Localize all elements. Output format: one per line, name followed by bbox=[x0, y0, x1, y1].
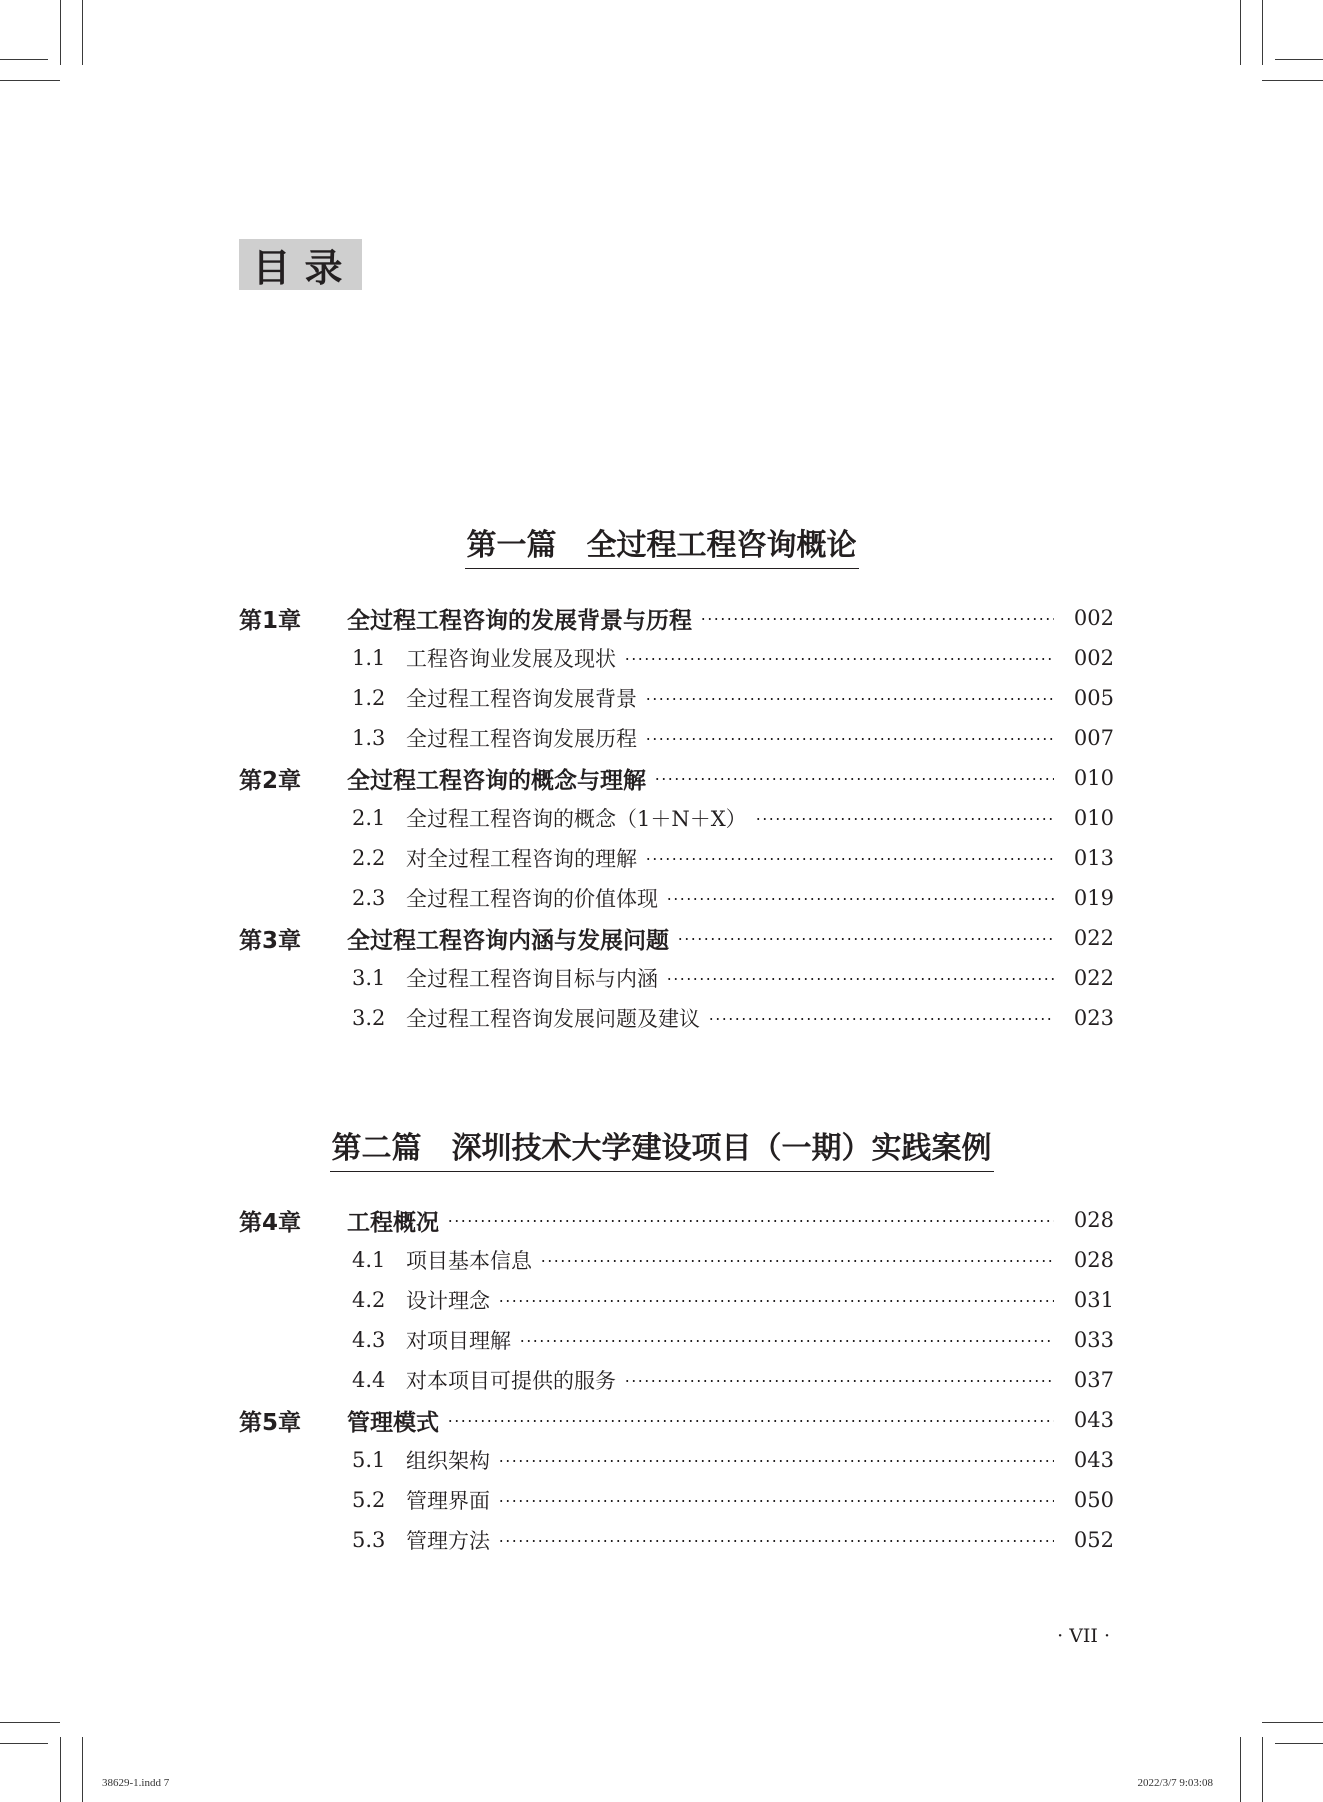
section-title: 管理界面 bbox=[406, 1489, 490, 1513]
section-title: 项目基本信息 bbox=[406, 1249, 532, 1273]
toc-chapter-5[interactable] bbox=[239, 1400, 1114, 1440]
section-title: 对项目理解 bbox=[406, 1329, 511, 1353]
toc-section[interactable] bbox=[239, 1240, 1114, 1280]
leader-dots bbox=[498, 1460, 1054, 1462]
section-title: 管理方法 bbox=[406, 1529, 490, 1553]
crop-mark bbox=[1240, 1737, 1241, 1802]
leader-dots bbox=[700, 618, 1054, 620]
crop-mark bbox=[1262, 80, 1323, 81]
chapter-label: 第2章 bbox=[239, 767, 302, 794]
page-number: 010 bbox=[1073, 766, 1114, 790]
slug-filename: 38629-1.indd 7 bbox=[102, 1777, 170, 1789]
page-number: 022 bbox=[1073, 966, 1114, 990]
leader-dots bbox=[666, 978, 1054, 980]
leader-dots bbox=[624, 658, 1054, 660]
section-number: 1.2 bbox=[352, 686, 386, 710]
crop-mark bbox=[1240, 0, 1241, 65]
section-number: 5.2 bbox=[352, 1488, 386, 1512]
leader-dots bbox=[624, 1380, 1054, 1382]
page-number: 007 bbox=[1073, 726, 1114, 750]
section-number: 4.3 bbox=[352, 1328, 386, 1352]
toc-list-part-2 bbox=[239, 1200, 1114, 1560]
toc-chapter-1[interactable] bbox=[239, 598, 1114, 638]
page-number: 031 bbox=[1073, 1288, 1114, 1312]
leader-dots bbox=[498, 1500, 1054, 1502]
toc-section[interactable] bbox=[239, 878, 1114, 918]
chapter-title: 全过程工程咨询内涵与发展问题 bbox=[347, 927, 669, 954]
leader-dots bbox=[519, 1340, 1054, 1342]
crop-mark bbox=[1262, 1722, 1323, 1723]
page-number: 037 bbox=[1073, 1368, 1114, 1392]
section-title: 全过程工程咨询发展背景 bbox=[406, 687, 637, 711]
section-number: 4.2 bbox=[352, 1288, 386, 1312]
chapter-label: 第1章 bbox=[239, 607, 302, 634]
crop-mark bbox=[60, 0, 61, 65]
page-number: 028 bbox=[1073, 1248, 1114, 1272]
page-number: 033 bbox=[1073, 1328, 1114, 1352]
section-number: 3.2 bbox=[352, 1006, 386, 1030]
part-title-1 bbox=[0, 520, 1323, 569]
section-number: 4.1 bbox=[352, 1248, 386, 1272]
section-number: 4.4 bbox=[352, 1368, 386, 1392]
toc-section[interactable] bbox=[239, 1280, 1114, 1320]
page-number: 005 bbox=[1073, 686, 1114, 710]
toc-section[interactable] bbox=[239, 1360, 1114, 1400]
toc-section[interactable] bbox=[239, 1320, 1114, 1360]
crop-mark bbox=[1275, 59, 1323, 60]
toc-section[interactable] bbox=[239, 958, 1114, 998]
leader-dots bbox=[645, 738, 1054, 740]
toc-section[interactable] bbox=[239, 1440, 1114, 1480]
toc-section[interactable] bbox=[239, 678, 1114, 718]
section-title: 对全过程工程咨询的理解 bbox=[406, 847, 637, 871]
toc-section[interactable] bbox=[239, 998, 1114, 1038]
toc-section[interactable] bbox=[239, 798, 1114, 838]
leader-dots bbox=[654, 778, 1054, 780]
crop-mark bbox=[1262, 1737, 1263, 1802]
part-label: 第二篇 bbox=[331, 1131, 422, 1166]
page-number: 043 bbox=[1073, 1448, 1114, 1472]
section-number: 1.1 bbox=[352, 646, 386, 670]
leader-dots bbox=[540, 1260, 1054, 1262]
section-number: 2.2 bbox=[352, 846, 386, 870]
page-number: 052 bbox=[1073, 1528, 1114, 1552]
leader-dots bbox=[755, 818, 1054, 820]
leader-dots bbox=[677, 938, 1054, 940]
toc-title: 目录 bbox=[239, 239, 362, 290]
chapter-label: 第5章 bbox=[239, 1409, 302, 1436]
toc-chapter-2[interactable] bbox=[239, 758, 1114, 798]
slug-timestamp: 2022/3/7 9:03:08 bbox=[1137, 1777, 1213, 1789]
part-title-2 bbox=[0, 1123, 1323, 1172]
leader-dots bbox=[447, 1420, 1054, 1422]
crop-mark bbox=[60, 1737, 61, 1802]
section-title: 设计理念 bbox=[406, 1289, 490, 1313]
chapter-title: 全过程工程咨询的发展背景与历程 bbox=[347, 607, 692, 634]
section-title: 全过程工程咨询的价值体现 bbox=[406, 887, 658, 911]
part-name: 全过程工程咨询概论 bbox=[586, 528, 857, 563]
part-label: 第一篇 bbox=[466, 528, 557, 563]
part-name: 深圳技术大学建设项目（一期）实践案例 bbox=[451, 1131, 992, 1166]
crop-mark bbox=[82, 0, 83, 65]
toc-section[interactable] bbox=[239, 838, 1114, 878]
section-number: 2.1 bbox=[352, 806, 386, 830]
toc-section[interactable] bbox=[239, 638, 1114, 678]
page-number: 002 bbox=[1073, 646, 1114, 670]
section-title: 组织架构 bbox=[406, 1449, 490, 1473]
page-number: 022 bbox=[1073, 926, 1114, 950]
chapter-title: 全过程工程咨询的概念与理解 bbox=[347, 767, 646, 794]
crop-mark bbox=[0, 59, 48, 60]
leader-dots bbox=[666, 898, 1054, 900]
section-number: 5.1 bbox=[352, 1448, 386, 1472]
section-title: 全过程工程咨询发展历程 bbox=[406, 727, 637, 751]
leader-dots bbox=[498, 1540, 1054, 1542]
section-title: 工程咨询业发展及现状 bbox=[406, 647, 616, 671]
toc-list-part-1 bbox=[239, 598, 1114, 1038]
page-number: 013 bbox=[1073, 846, 1114, 870]
chapter-label: 第3章 bbox=[239, 927, 302, 954]
page-number: 028 bbox=[1073, 1208, 1114, 1232]
section-number: 2.3 bbox=[352, 886, 386, 910]
crop-mark bbox=[0, 80, 60, 81]
folio-page-number: · VII · bbox=[1057, 1625, 1110, 1647]
page-number: 019 bbox=[1073, 886, 1114, 910]
section-number: 1.3 bbox=[352, 726, 386, 750]
leader-dots bbox=[447, 1220, 1054, 1222]
chapter-title: 管理模式 bbox=[347, 1409, 439, 1436]
crop-mark bbox=[1275, 1743, 1323, 1744]
toc-chapter-3[interactable] bbox=[239, 918, 1114, 958]
leader-dots bbox=[645, 698, 1054, 700]
leader-dots bbox=[498, 1300, 1054, 1302]
toc-section[interactable] bbox=[239, 1520, 1114, 1560]
crop-mark bbox=[0, 1743, 48, 1744]
section-title: 对本项目可提供的服务 bbox=[406, 1369, 616, 1393]
page-number: 043 bbox=[1073, 1408, 1114, 1432]
page-number: 010 bbox=[1073, 806, 1114, 830]
chapter-title: 工程概况 bbox=[347, 1209, 439, 1236]
crop-mark bbox=[1262, 0, 1263, 65]
section-number: 5.3 bbox=[352, 1528, 386, 1552]
toc-chapter-4[interactable] bbox=[239, 1200, 1114, 1240]
section-title: 全过程工程咨询发展问题及建议 bbox=[406, 1007, 700, 1031]
leader-dots bbox=[708, 1018, 1054, 1020]
crop-mark bbox=[82, 1737, 83, 1802]
leader-dots bbox=[645, 858, 1054, 860]
toc-section[interactable] bbox=[239, 1480, 1114, 1520]
page-number: 050 bbox=[1073, 1488, 1114, 1512]
section-title: 全过程工程咨询的概念（1＋N＋X） bbox=[406, 807, 747, 831]
crop-mark bbox=[0, 1722, 60, 1723]
section-title: 全过程工程咨询目标与内涵 bbox=[406, 967, 658, 991]
section-number: 3.1 bbox=[352, 966, 386, 990]
page-number: 002 bbox=[1073, 606, 1114, 630]
toc-section[interactable] bbox=[239, 718, 1114, 758]
chapter-label: 第4章 bbox=[239, 1209, 302, 1236]
page-number: 023 bbox=[1073, 1006, 1114, 1030]
